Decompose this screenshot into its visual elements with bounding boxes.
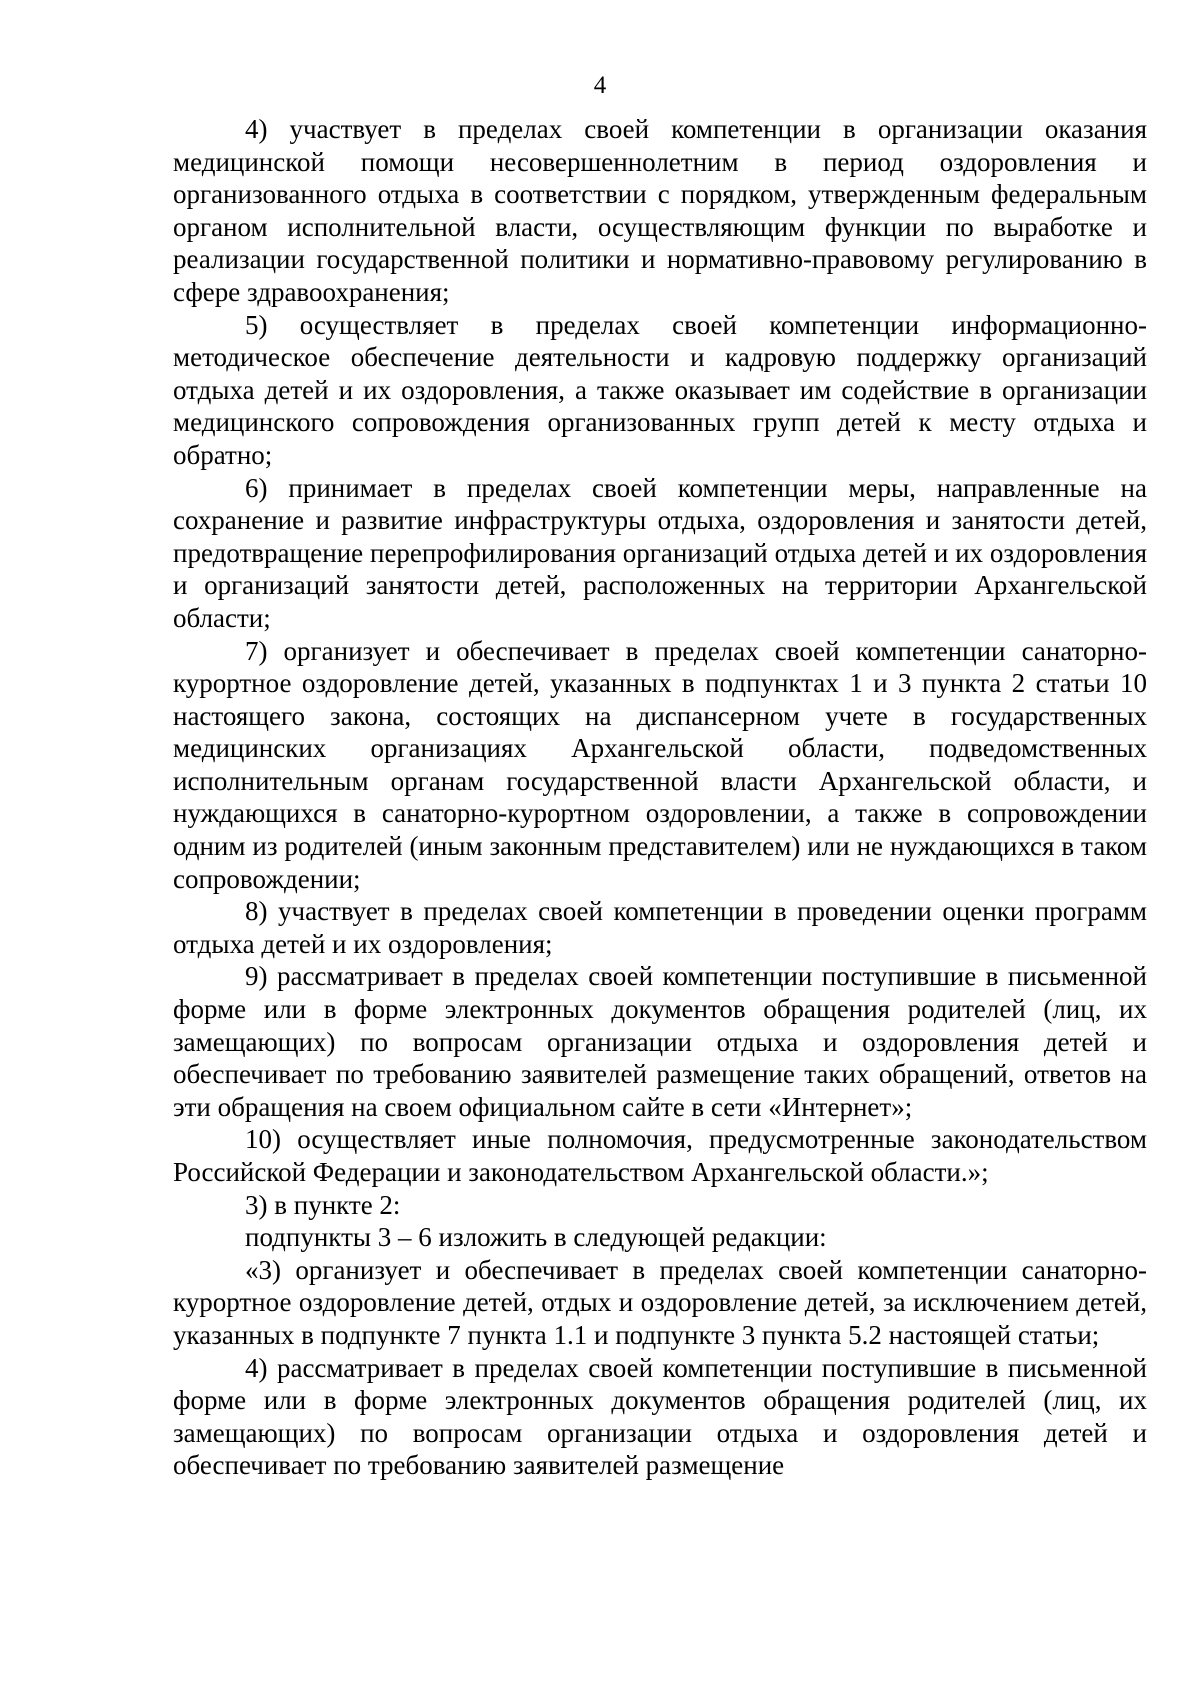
paragraph-item-8: 8) участвует в пределах своей компетенции в проведении оценки программ отдыха детей и их оздоровления; [173, 896, 1147, 959]
paragraph-point-3: 3) в пункте 2: [245, 1189, 401, 1220]
paragraph-item-4: 4) участвует в пределах своей компетенции в организации оказания медицинской помощи несовершеннолетним в период оздоровления и организованного отдыха в соответствии с порядком, утвержденным федеральным органом исполнительной власти, осуществляющим функции по выработке и реализации государственной политики и нормативно-правовому регулированию в сфере здравоохранения; [173, 114, 1147, 307]
page-number: 4 [593, 72, 607, 99]
paragraph-item-5: 5) осуществляет в пределах своей компетенции информационно-методическое обеспечение деятельности и кадровую поддержку организаций отдыха детей и их оздоровления, а также оказывает им содействие в организации медицинского сопровождения организованных групп детей к месту отдыха и обратно; [173, 309, 1147, 470]
document-body [173, 113, 1147, 1482]
paragraph-item-10: 10) осуществляет иные полномочия, предусмотренные законодательством Российской Федерации и законодательством Архангельской области.»; [173, 1124, 1147, 1187]
paragraph-item-7: 7) организует и обеспечивает в пределах своей компетенции санаторно-курортное оздоровление детей, указанных в подпунктах 1 и 3 пункта 2 статьи 10 настоящего закона, состоящих на диспансерном учете в государственных медицинских организациях Архангельской области, подведомственных исполнительным органам государственной власти Архангельской области, и нуждающихся в санаторно-курортном оздоровлении, а также в сопровождении одним из родителей (иным законным представителем) или не нуждающихся в таком сопровождении; [173, 635, 1147, 894]
paragraph-item-6: 6) принимает в пределах своей компетенции меры, направленные на сохранение и развитие инфраструктуры отдыха, оздоровления и занятости детей, предотвращение перепрофилирования организаций отдыха детей и их оздоровления и организаций занятости детей, расположенных на территории Архангельской области; [173, 472, 1147, 633]
paragraph-new-item-4: 4) рассматривает в пределах своей компетенции поступившие в письменной форме или в форме электронных документов обращения родителей (лиц, их замещающих) по вопросам организации отдыха и оздоровления детей и обеспечивает по требованию заявителей размещение [173, 1352, 1147, 1481]
paragraph-subitems-instruction: подпункты 3 – 6 изложить в следующей редакции: [245, 1222, 827, 1253]
paragraph-new-item-3: «3) организует и обеспечивает в пределах своей компетенции санаторно-курортное оздоровление детей, отдых и оздоровление детей, за исключением детей, указанных в подпункте 7 пункта 1.1 и подпункте 3 пункта 5.2 настоящей статьи; [173, 1254, 1147, 1350]
paragraph-item-9: 9) рассматривает в пределах своей компетенции поступившие в письменной форме или в форме электронных документов обращения родителей (лиц, их замещающих) по вопросам организации отдыха и оздоровления детей и обеспечивает по требованию заявителей размещение таких обращений, ответов на эти обращения на своем официальном сайте в сети «Интернет»; [173, 961, 1147, 1122]
